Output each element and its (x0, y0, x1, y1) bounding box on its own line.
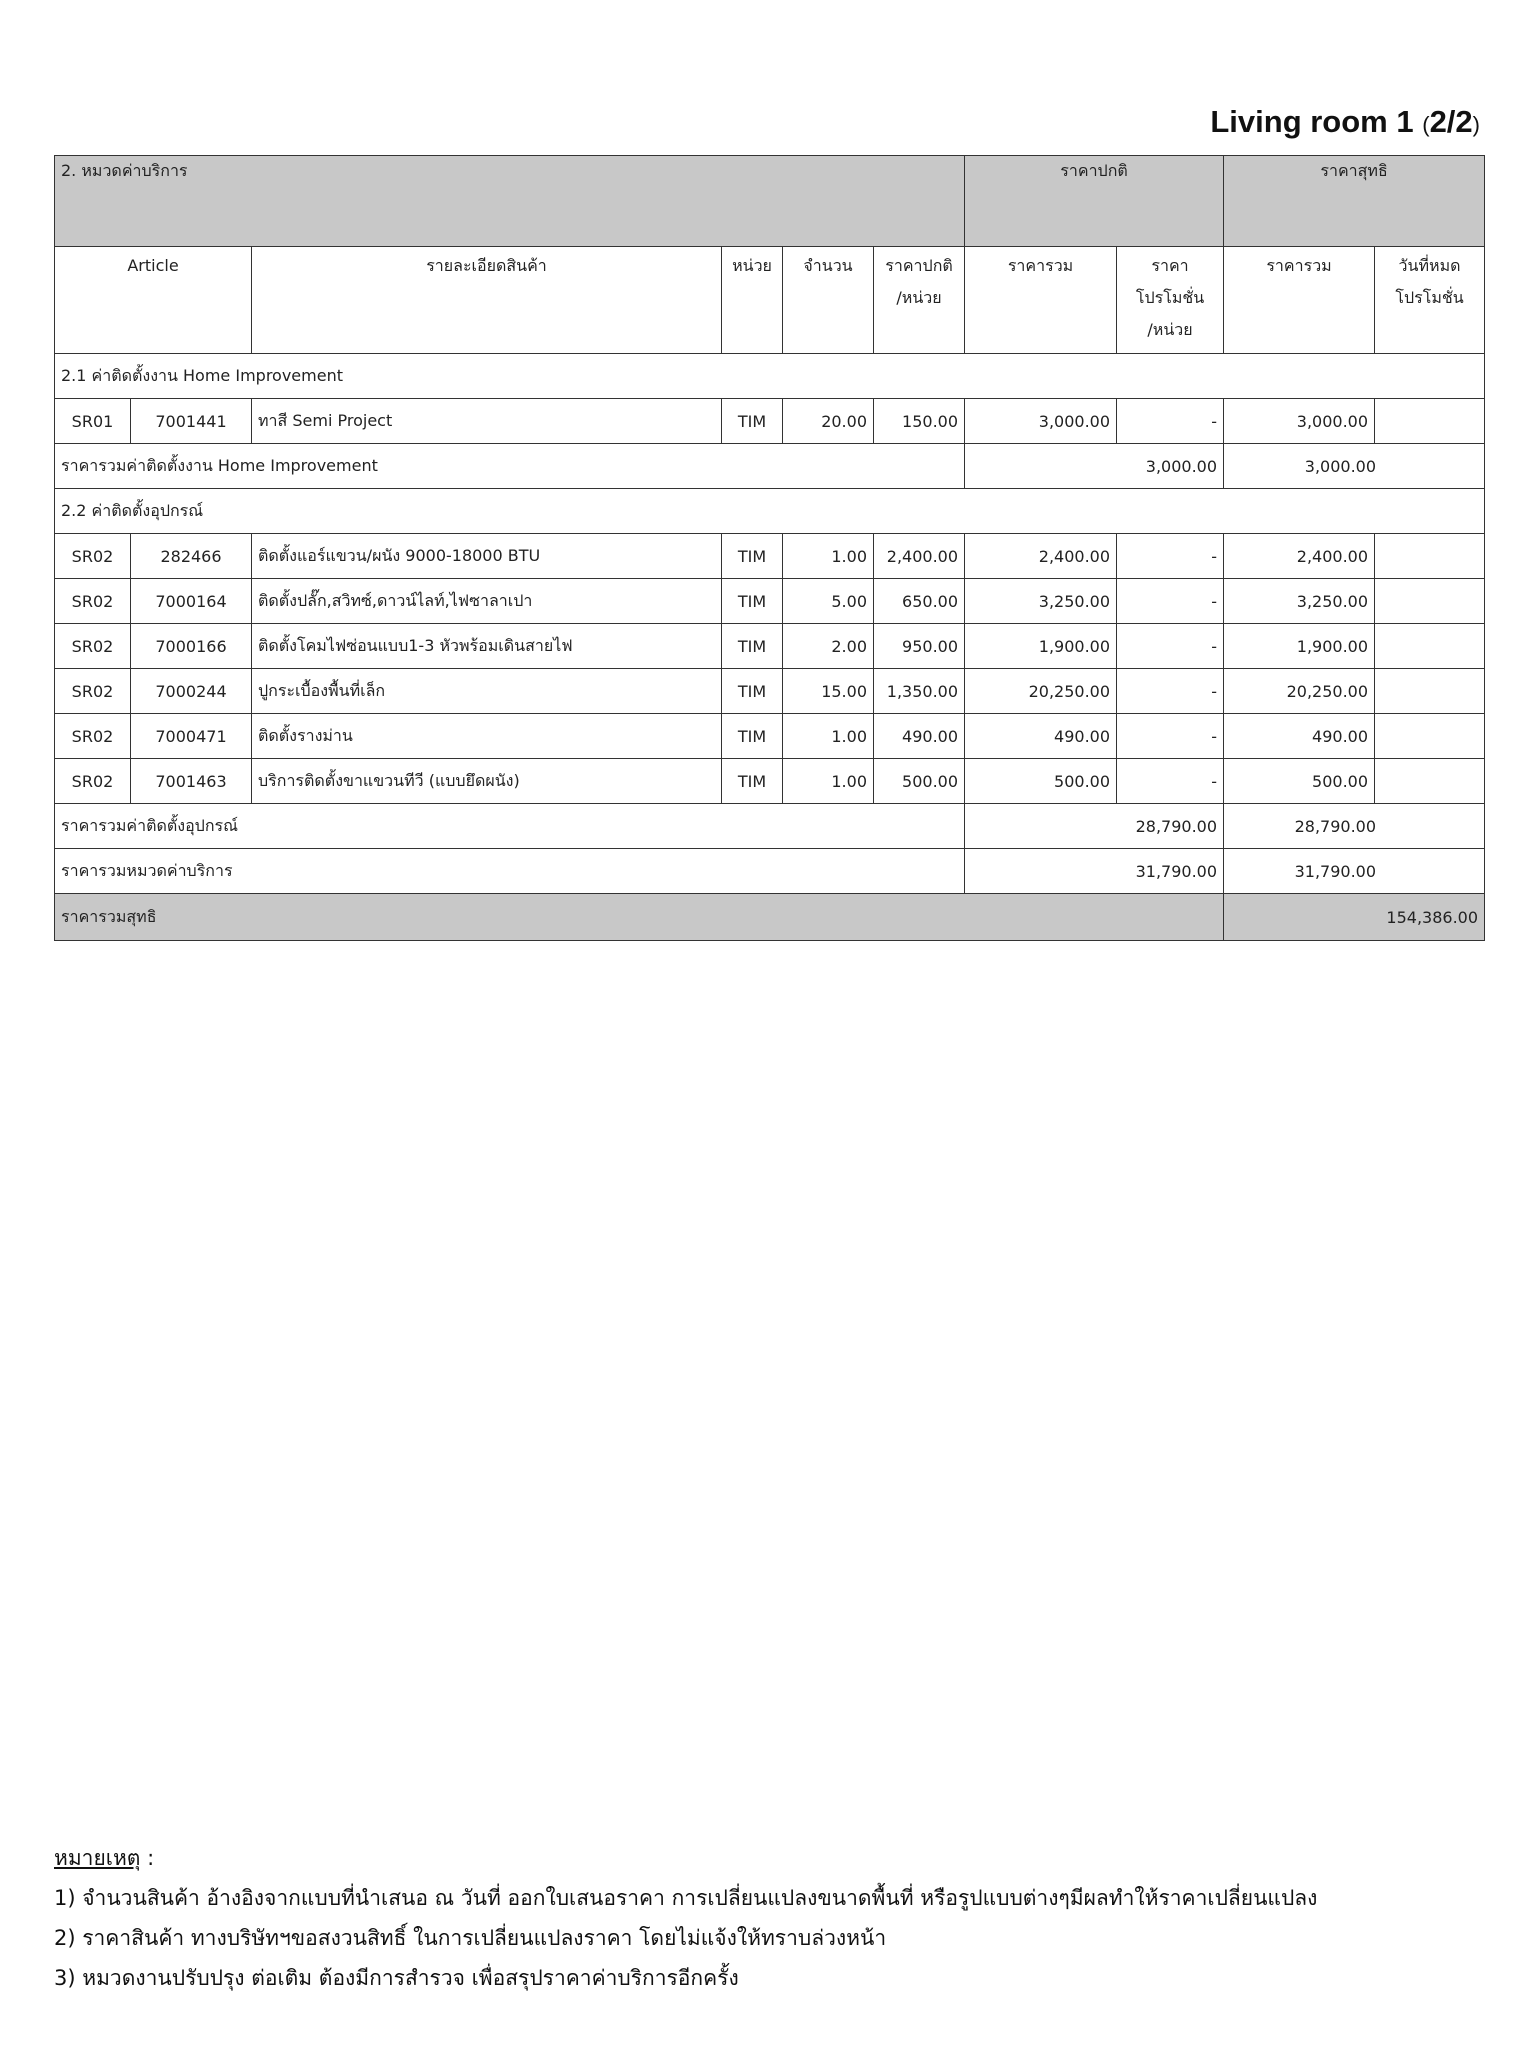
section-title-row (55, 354, 1485, 399)
row-qty: 5.00 (783, 579, 874, 624)
row-total-regular: 3,000.00 (965, 399, 1117, 444)
col-total-regular: ราคารวม (965, 247, 1117, 354)
row-unit: TIM (722, 624, 783, 669)
section-title: 2.2 ค่าติดตั้งอุปกรณ์ (55, 489, 1485, 534)
row-code: SR02 (55, 579, 131, 624)
column-header-row (55, 247, 1485, 354)
page-number: 2/2 (1429, 104, 1473, 139)
row-description: ติดตั้งปลั๊ก,สวิทซ์,ดาวน์ไลท์,ไฟซาลาเปา (252, 579, 722, 624)
row-unit-price: 650.00 (874, 579, 965, 624)
row-promo-price: - (1117, 534, 1224, 579)
row-code: SR02 (55, 534, 131, 579)
page-title-paren-close: ) (1472, 112, 1480, 137)
row-unit: TIM (722, 669, 783, 714)
subtotal-regular: 3,000.00 (965, 444, 1224, 489)
row-total-regular: 20,250.00 (965, 669, 1117, 714)
table-row (55, 714, 1485, 759)
page-title-paren-open: ( (1422, 112, 1430, 137)
row-article: 7001441 (131, 399, 252, 444)
row-promo-end (1375, 759, 1485, 804)
note-item: 3) หมวดงานปรับปรุง ต่อเติม ต้องมีการสำรวจ เพื่อสรุปราคาค่าบริการอีกครั้ง (54, 1966, 739, 1990)
notes-title: หมายเหตุ (54, 1846, 141, 1870)
category-label: 2. หมวดค่าบริการ (55, 156, 965, 247)
subtotal-row (55, 804, 1485, 849)
row-promo-end (1375, 669, 1485, 714)
table-row (55, 669, 1485, 714)
note-item: 1) จำนวนสินค้า อ้างอิงจากแบบที่นำเสนอ ณ วันที่ ออกใบเสนอราคา การเปลี่ยนแปลงขนาดพื้นที่ หรือรูปแบบต่างๆมีผลทำให้ราคาเปลี่ยนแปลง (54, 1886, 1318, 1910)
table-row (55, 624, 1485, 669)
row-qty: 20.00 (783, 399, 874, 444)
row-qty: 15.00 (783, 669, 874, 714)
row-promo-price: - (1117, 624, 1224, 669)
row-promo-price: - (1117, 759, 1224, 804)
col-unit: หน่วย (722, 247, 783, 354)
grand-total-row (55, 894, 1485, 941)
section-title-row (55, 489, 1485, 534)
row-promo-end (1375, 714, 1485, 759)
row-promo-price: - (1117, 579, 1224, 624)
row-qty: 2.00 (783, 624, 874, 669)
section-title: 2.1 ค่าติดตั้งงาน Home Improvement (55, 354, 1485, 399)
row-unit: TIM (722, 579, 783, 624)
table-row (55, 399, 1485, 444)
col-unit-price: ราคาปกติ /หน่วย (874, 247, 965, 354)
row-total-regular: 3,250.00 (965, 579, 1117, 624)
row-unit-price: 500.00 (874, 759, 965, 804)
row-total-net: 3,000.00 (1224, 399, 1375, 444)
row-code: SR02 (55, 624, 131, 669)
group-net-price: ราคาสุทธิ (1224, 156, 1485, 247)
col-description: รายละเอียดสินค้า (252, 247, 722, 354)
col-promo-end: วันที่หมด โปรโมชั่น (1375, 247, 1485, 354)
row-unit: TIM (722, 534, 783, 579)
row-unit-price: 950.00 (874, 624, 965, 669)
col-article: Article (55, 247, 252, 354)
grand-total-label: ราคารวมสุทธิ (55, 894, 1224, 941)
col-total-net: ราคารวม (1224, 247, 1375, 354)
row-qty: 1.00 (783, 714, 874, 759)
category-total-row (55, 849, 1485, 894)
row-total-regular: 500.00 (965, 759, 1117, 804)
row-description: บริการติดตั้งขาแขวนทีวี (แบบยึดผนัง) (252, 759, 722, 804)
row-description: ติดตั้งแอร์แขวน/ผนัง 9000-18000 BTU (252, 534, 722, 579)
service-quote-table (54, 155, 1485, 941)
table-row (55, 579, 1485, 624)
row-total-net: 500.00 (1224, 759, 1375, 804)
row-article: 7001463 (131, 759, 252, 804)
grand-total-value: 154,386.00 (1224, 894, 1485, 941)
row-promo-price: - (1117, 669, 1224, 714)
row-promo-price: - (1117, 399, 1224, 444)
category-total-regular: 31,790.00 (965, 849, 1224, 894)
subtotal-label: ราคารวมค่าติดตั้งงาน Home Improvement (55, 444, 965, 489)
page-title-main: Living room 1 (1210, 104, 1414, 139)
row-promo-price: - (1117, 714, 1224, 759)
row-description: ติดตั้งรางม่าน (252, 714, 722, 759)
row-code: SR02 (55, 714, 131, 759)
row-description: ติดตั้งโคมไฟซ่อนแบบ1-3 หัวพร้อมเดินสายไฟ (252, 624, 722, 669)
row-unit-price: 150.00 (874, 399, 965, 444)
row-total-regular: 490.00 (965, 714, 1117, 759)
row-promo-end (1375, 624, 1485, 669)
row-article: 7000244 (131, 669, 252, 714)
row-promo-end (1375, 399, 1485, 444)
row-promo-end (1375, 579, 1485, 624)
row-code: SR01 (55, 399, 131, 444)
row-total-net: 2,400.00 (1224, 534, 1375, 579)
subtotal-regular: 28,790.00 (965, 804, 1224, 849)
subtotal-row (55, 444, 1485, 489)
subtotal-net: 28,790.00 (1224, 804, 1485, 849)
row-unit: TIM (722, 399, 783, 444)
row-unit-price: 2,400.00 (874, 534, 965, 579)
row-qty: 1.00 (783, 759, 874, 804)
row-total-net: 490.00 (1224, 714, 1375, 759)
row-unit: TIM (722, 714, 783, 759)
note-item: 2) ราคาสินค้า ทางบริษัทฯขอสงวนสิทธิ์ ในการเปลี่ยนแปลงราคา โดยไม่แจ้งให้ทราบล่วงหน้า (54, 1926, 887, 1950)
row-article: 7000471 (131, 714, 252, 759)
row-total-net: 20,250.00 (1224, 669, 1375, 714)
category-header-row (55, 156, 1485, 247)
row-total-regular: 1,900.00 (965, 624, 1117, 669)
row-code: SR02 (55, 759, 131, 804)
category-total-net: 31,790.00 (1224, 849, 1485, 894)
row-description: ปูกระเบื้องพื้นที่เล็ก (252, 669, 722, 714)
row-total-regular: 2,400.00 (965, 534, 1117, 579)
row-article: 282466 (131, 534, 252, 579)
row-code: SR02 (55, 669, 131, 714)
row-unit: TIM (722, 759, 783, 804)
row-unit-price: 1,350.00 (874, 669, 965, 714)
subtotal-label: ราคารวมค่าติดตั้งอุปกรณ์ (55, 804, 965, 849)
notes-heading: หมายเหตุ : (54, 1846, 155, 1870)
table-row (55, 759, 1485, 804)
row-qty: 1.00 (783, 534, 874, 579)
row-total-net: 1,900.00 (1224, 624, 1375, 669)
page-title (1210, 104, 1480, 140)
row-article: 7000164 (131, 579, 252, 624)
row-unit-price: 490.00 (874, 714, 965, 759)
row-total-net: 3,250.00 (1224, 579, 1375, 624)
row-article: 7000166 (131, 624, 252, 669)
row-promo-end (1375, 534, 1485, 579)
row-description: ทาสี Semi Project (252, 399, 722, 444)
notes-section (54, 1838, 1494, 1998)
group-regular-price: ราคาปกติ (965, 156, 1224, 247)
col-promo-price: ราคา โปรโมชั่น /หน่วย (1117, 247, 1224, 354)
table-row (55, 534, 1485, 579)
category-total-label: ราคารวมหมวดค่าบริการ (55, 849, 965, 894)
col-qty: จำนวน (783, 247, 874, 354)
subtotal-net: 3,000.00 (1224, 444, 1485, 489)
